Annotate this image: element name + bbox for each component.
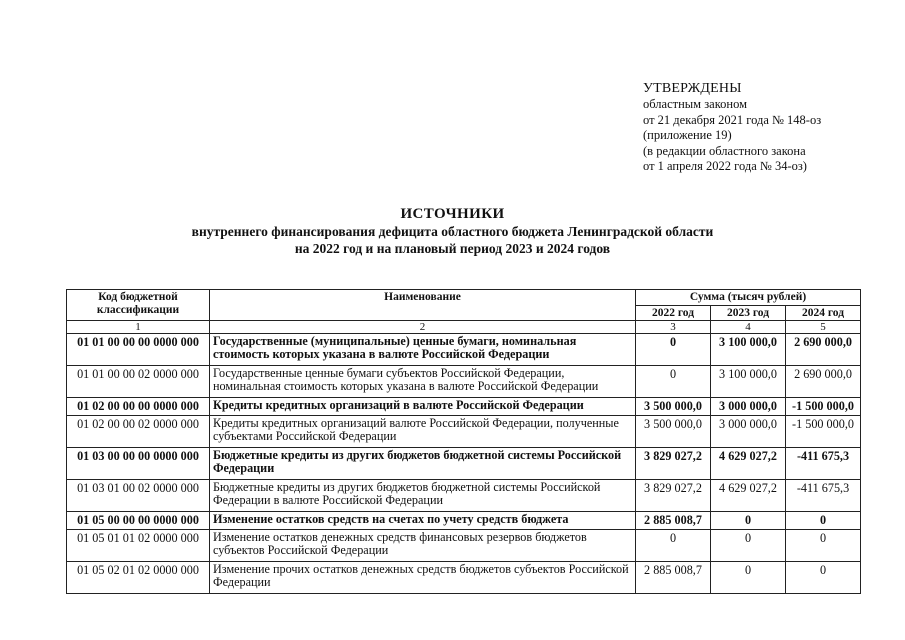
approval-line: областным законом bbox=[643, 97, 748, 111]
row-code: 01 05 00 00 00 0000 000 bbox=[67, 512, 210, 530]
row-value-2022: 2 885 008,7 bbox=[636, 562, 711, 594]
title-main: ИСТОЧНИКИ bbox=[400, 206, 505, 222]
row-value-2023: 4 629 027,2 bbox=[711, 480, 786, 512]
column-number: 2 bbox=[210, 321, 636, 334]
row-value-2024: -411 675,3 bbox=[786, 448, 861, 480]
row-name: Изменение прочих остатков денежных средств бюджетов субъектов Российской Федерации bbox=[210, 562, 636, 594]
row-value-2023: 3 100 000,0 bbox=[711, 366, 786, 398]
row-name: Кредиты кредитных организаций в валюте Российской Федерации bbox=[210, 398, 636, 416]
row-name: Бюджетные кредиты из других бюджетов бюджетной системы Российской Федерации в валюте Российской Федерации bbox=[210, 480, 636, 512]
table-row bbox=[67, 480, 861, 512]
row-value-2024: 2 690 000,0 bbox=[786, 334, 861, 366]
header-code: Код бюджетной классификации bbox=[67, 290, 210, 321]
row-code: 01 02 00 00 02 0000 000 bbox=[67, 416, 210, 448]
row-value-2022: 3 500 000,0 bbox=[636, 416, 711, 448]
table-row bbox=[67, 398, 861, 416]
approval-heading: УТВЕРЖДЕНЫ bbox=[643, 81, 742, 96]
approval-line: от 1 апреля 2022 года № 34-оз) bbox=[643, 159, 807, 173]
sources-table bbox=[66, 289, 861, 594]
row-value-2023: 0 bbox=[711, 512, 786, 530]
header-year-2024: 2024 год bbox=[786, 305, 861, 321]
row-value-2022: 0 bbox=[636, 530, 711, 562]
table-row bbox=[67, 416, 861, 448]
row-name: Государственные (муниципальные) ценные бумаги, номинальная стоимость которых указана в валюте Российской Федерации bbox=[210, 334, 636, 366]
row-value-2022: 2 885 008,7 bbox=[636, 512, 711, 530]
row-value-2022: 3 829 027,2 bbox=[636, 480, 711, 512]
row-value-2023: 3 000 000,0 bbox=[711, 398, 786, 416]
table-row bbox=[67, 530, 861, 562]
approval-line: (в редакции областного закона bbox=[643, 143, 806, 158]
row-name: Изменение остатков средств на счетах по учету средств бюджета bbox=[210, 512, 636, 530]
approval-line: от 21 декабря 2021 года № 148-оз bbox=[643, 112, 822, 127]
row-code: 01 01 00 00 00 0000 000 bbox=[67, 334, 210, 366]
title-period: на 2022 год и на плановый период 2023 и 2024 годов bbox=[294, 241, 611, 256]
row-value-2024: -1 500 000,0 bbox=[786, 416, 861, 448]
row-value-2024: -411 675,3 bbox=[786, 480, 861, 512]
row-value-2023: 0 bbox=[711, 562, 786, 594]
table-row bbox=[67, 448, 861, 480]
header-sum: Сумма (тысяч рублей) bbox=[636, 290, 861, 306]
row-value-2024: -1 500 000,0 bbox=[786, 398, 861, 416]
row-code: 01 02 00 00 00 0000 000 bbox=[67, 398, 210, 416]
document-title bbox=[0, 206, 905, 257]
row-code: 01 03 01 00 02 0000 000 bbox=[67, 480, 210, 512]
row-value-2023: 4 629 027,2 bbox=[711, 448, 786, 480]
header-year-2023: 2023 год bbox=[711, 305, 786, 321]
approval-stamp bbox=[643, 80, 893, 175]
row-value-2022: 3 500 000,0 bbox=[636, 398, 711, 416]
row-value-2023: 3 100 000,0 bbox=[711, 334, 786, 366]
approval-line: (приложение 19) bbox=[643, 128, 732, 142]
table-row bbox=[67, 562, 861, 594]
row-code: 01 03 00 00 00 0000 000 bbox=[67, 448, 210, 480]
column-number: 4 bbox=[711, 321, 786, 334]
column-number: 3 bbox=[636, 321, 711, 334]
row-code: 01 05 02 01 02 0000 000 bbox=[67, 562, 210, 594]
row-name: Изменение остатков денежных средств финансовых резервов бюджетов субъектов Российской Федерации bbox=[210, 530, 636, 562]
row-code: 01 01 00 00 02 0000 000 bbox=[67, 366, 210, 398]
row-name: Бюджетные кредиты из других бюджетов бюджетной системы Российской Федерации bbox=[210, 448, 636, 480]
row-value-2022: 3 829 027,2 bbox=[636, 448, 711, 480]
header-name: Наименование bbox=[210, 290, 636, 321]
row-value-2022: 0 bbox=[636, 334, 711, 366]
row-name: Государственные ценные бумаги субъектов Российской Федерации, номинальная стоимость которых указана в валюте Российской Федерации bbox=[210, 366, 636, 398]
table-row bbox=[67, 366, 861, 398]
row-value-2024: 2 690 000,0 bbox=[786, 366, 861, 398]
table-row bbox=[67, 334, 861, 366]
column-number: 5 bbox=[786, 321, 861, 334]
column-number: 1 bbox=[67, 321, 210, 334]
table-row bbox=[67, 512, 861, 530]
row-value-2023: 0 bbox=[711, 530, 786, 562]
row-value-2024: 0 bbox=[786, 512, 861, 530]
row-value-2022: 0 bbox=[636, 366, 711, 398]
header-year-2022: 2022 год bbox=[636, 305, 711, 321]
row-value-2023: 3 000 000,0 bbox=[711, 416, 786, 448]
title-subtitle: внутреннего финансирования дефицита областного бюджета Ленинградской области bbox=[191, 224, 714, 239]
row-name: Кредиты кредитных организаций валюте Российской Федерации, полученные субъектами Российской Федерации bbox=[210, 416, 636, 448]
row-code: 01 05 01 01 02 0000 000 bbox=[67, 530, 210, 562]
row-value-2024: 0 bbox=[786, 562, 861, 594]
row-value-2024: 0 bbox=[786, 530, 861, 562]
